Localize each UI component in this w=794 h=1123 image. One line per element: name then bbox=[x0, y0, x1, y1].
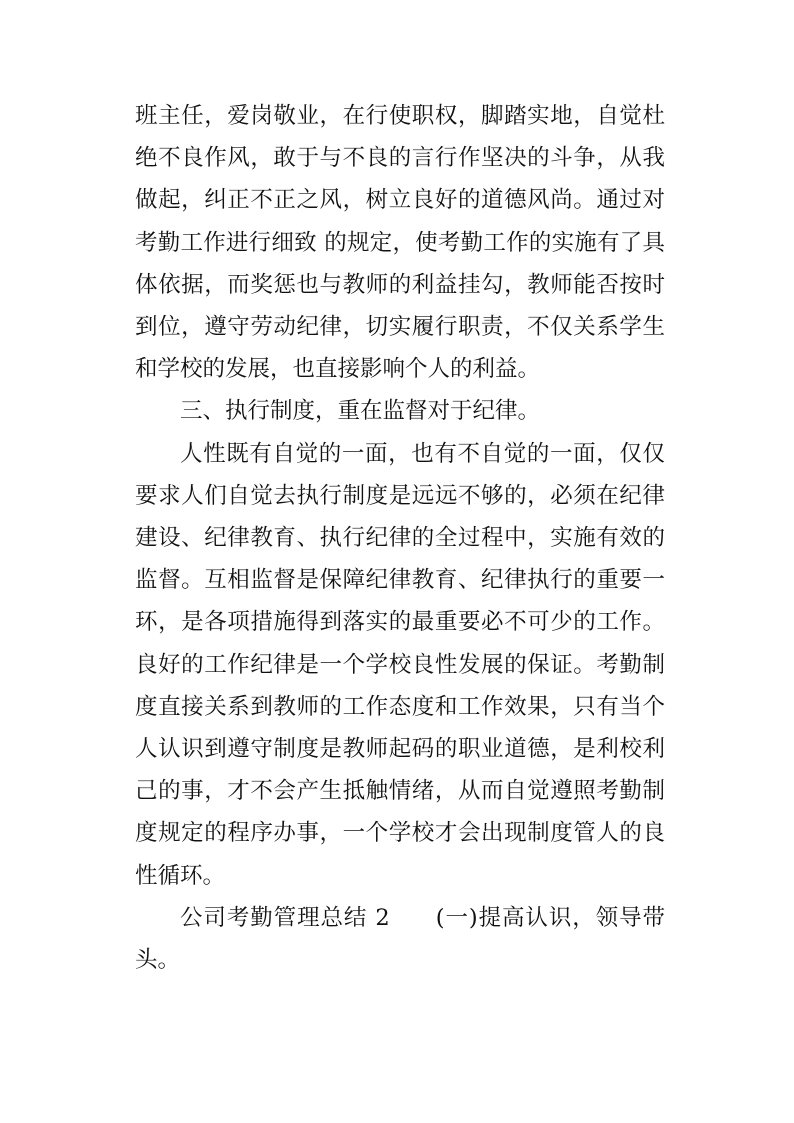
summary-title: 公司考勤管理总结 2 bbox=[180, 904, 390, 931]
section-heading: 三、执行制度，重在监督对于纪律。 bbox=[180, 398, 541, 425]
body-paragraph: 人性既有自觉的一面，也有不自觉的一面，仅仅要求人们自觉去执行制度是远远不够的，必须在纪律建设、纪律教育、执行纪律的全过程中，实施有效的监督。互相监督是保障纪律教育、纪律执行的重要一环，是各项措施得到落实的最重要必不可少的工作。良好的工作纪律是一个学校良性发展的保证。考勤制度直接关系到教师的工作态度和工作效果，只有当个人认识到遵守制度是教师起码的职业道德，是利校利己的事，才不会产生抵触情绪，从而自觉遵照考勤制度规定的程序办事，一个学校才会出现制度管人的良性循环。 bbox=[135, 440, 665, 889]
document-body bbox=[135, 95, 665, 981]
subheading: (一)提高认识，领导带头。 bbox=[135, 904, 666, 974]
body-paragraph: 班主任，爱岗敬业，在行使职权，脚踏实地，自觉杜绝不良作风，敢于与不良的言行作坚决的斗争，从我做起，纠正不正之风，树立良好的道德风尚。通过对考勤工作进行细致 的规定，使考勤工作的实施有了具体依据，而奖惩也与教师的利益挂勾，教师能否按时到位，遵守劳动纪律，切实履行职责，不仅关系学生和学校的发展，也直接影响个人的利益。 bbox=[135, 103, 665, 383]
summary-heading-line bbox=[135, 897, 665, 981]
